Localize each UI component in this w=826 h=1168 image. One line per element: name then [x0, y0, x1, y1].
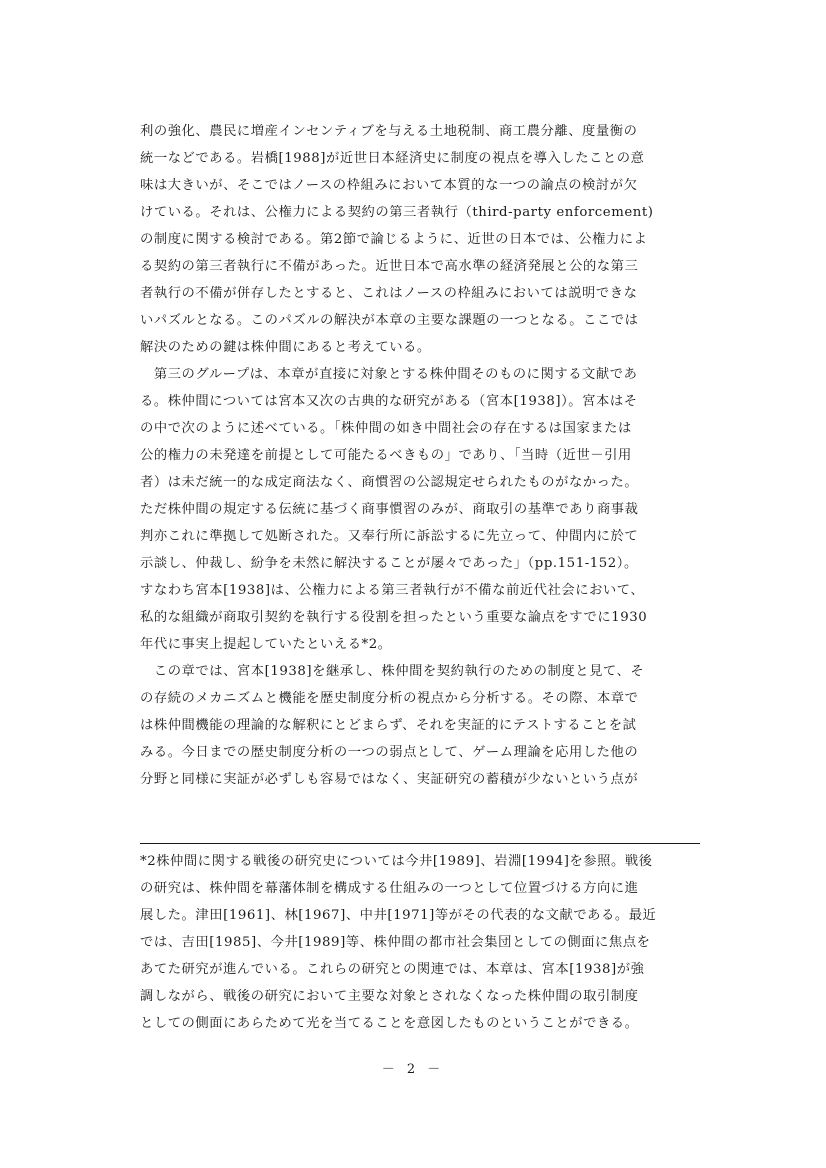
- footnote-text-line: としての側面にあらためて光を当てることを意図したものということができる。: [140, 1016, 639, 1031]
- body-text-line: 解決のための鍵は株仲間にあると考えている。: [140, 340, 431, 355]
- body-text-line: は株仲間機能の理論的な解釈にとどまらず、それを実証的にテストすることを試: [140, 718, 637, 733]
- body-text-line: 私的な組織が商取引契約を執行する役割を担ったという重要な論点をすでに1930: [140, 610, 648, 625]
- body-text-line: 分野と同様に実証が必ずしも容易ではなく、実証研究の蓄積が少ないという点が: [140, 772, 639, 787]
- body-text-line: の制度に関する検討である。第2節で論じるように、近世の日本では、公権力によ: [140, 232, 648, 247]
- footnote-text-line: 展した。津田[1961]、林[1967]、中井[1971]等がその代表的な文献である。最近: [140, 908, 657, 923]
- footnote-text-line: では、吉田[1985]、今井[1989]等、株仲間の都市社会集団としての側面に焦点を: [140, 935, 651, 950]
- page-number: － 2 －: [381, 1062, 445, 1077]
- body-text-line: 統一などである。岩橋[1988]が近世日本経済史に制度の視点を導入したことの意: [140, 151, 645, 166]
- body-text-line: 味は大きいが、そこではノースの枠組みにおいて本質的な一つの論点の検討が欠: [140, 178, 638, 193]
- body-text-line: 者）は未だ統一的な成定商法なく、商慣習の公認規定せられたものがなかった。: [140, 475, 639, 490]
- footnote-text-line: *2株仲間に関する戦後の研究史については今井[1989]、岩淵[1994]を参照。戦後: [140, 854, 653, 869]
- body-text-line: 利の強化、農民に増産インセンティブを与える土地税制、商工農分離、度量衡の: [140, 124, 638, 139]
- body-text-line: すなわち宮本[1938]は、公権力による第三者執行が不備な前近代社会において、: [140, 583, 645, 598]
- body-text-line: 判亦これに準拠して処断された。又奉行所に訴訟するに先立って、仲間内に於て: [140, 529, 639, 544]
- body-text-line: る契約の第三者執行に不備があった。近世日本で高水準の経済発展と公的な第三: [140, 259, 639, 274]
- footnote-text-line: あてた研究が進んでいる。これらの研究との関連では、本章は、宮本[1938]が強: [140, 962, 645, 977]
- body-text-line: この章では、宮本[1938]を継承し、株仲間を契約執行のための制度と見て、そ: [140, 664, 645, 679]
- body-text-line: けている。それは、公権力による契約の第三者執行（third-party enforcement): [140, 205, 654, 220]
- body-text-line: 第三のグループは、本章が直接に対象とする株仲間そのものに関する文献であ: [140, 367, 638, 382]
- body-text-line: る。株仲間については宮本又次の古典的な研究がある（宮本[1938]）。宮本はそ: [140, 394, 638, 409]
- body-text-line: 者執行の不備が併存したとすると、これはノースの枠組みにおいては説明できな: [140, 286, 638, 301]
- body-text-line: 公的権力の未発達を前提として可能たるべきもの」であり、「当時（近世－引用: [140, 448, 632, 463]
- body-text-line: ただ株仲間の規定する伝統に基づく商事慣習のみが、商取引の基準であり商事裁: [140, 502, 639, 517]
- footnote-text-line: の研究は、株仲間を幕藩体制を構成する仕組みの一つとして位置づける方向に進: [140, 881, 639, 896]
- footnote-separator: [140, 843, 700, 844]
- body-text-line: の存続のメカニズムと機能を歴史制度分析の視点から分析する。その際、本章で: [140, 691, 639, 706]
- body-text-line: の中で次のように述べている。「株仲間の如き中間社会の存在するは国家または: [140, 421, 632, 436]
- body-text-line: みる。今日までの歴史制度分析の一つの弱点として、ゲーム理論を応用した他の: [140, 745, 639, 760]
- body-text-line: 年代に事実上提起していたといえる*2。: [140, 637, 392, 652]
- footnote-text-line: 調しながら、戦後の研究において主要な対象とされなくなった株仲間の取引制度: [140, 989, 639, 1004]
- body-text-line: 示談し、仲裁し、紛争を未然に解決することが屡々であった」（pp.151-152）。: [140, 556, 638, 571]
- body-text-line: いパズルとなる。このパズルの解決が本章の主要な課題の一つとなる。ここでは: [140, 313, 639, 328]
